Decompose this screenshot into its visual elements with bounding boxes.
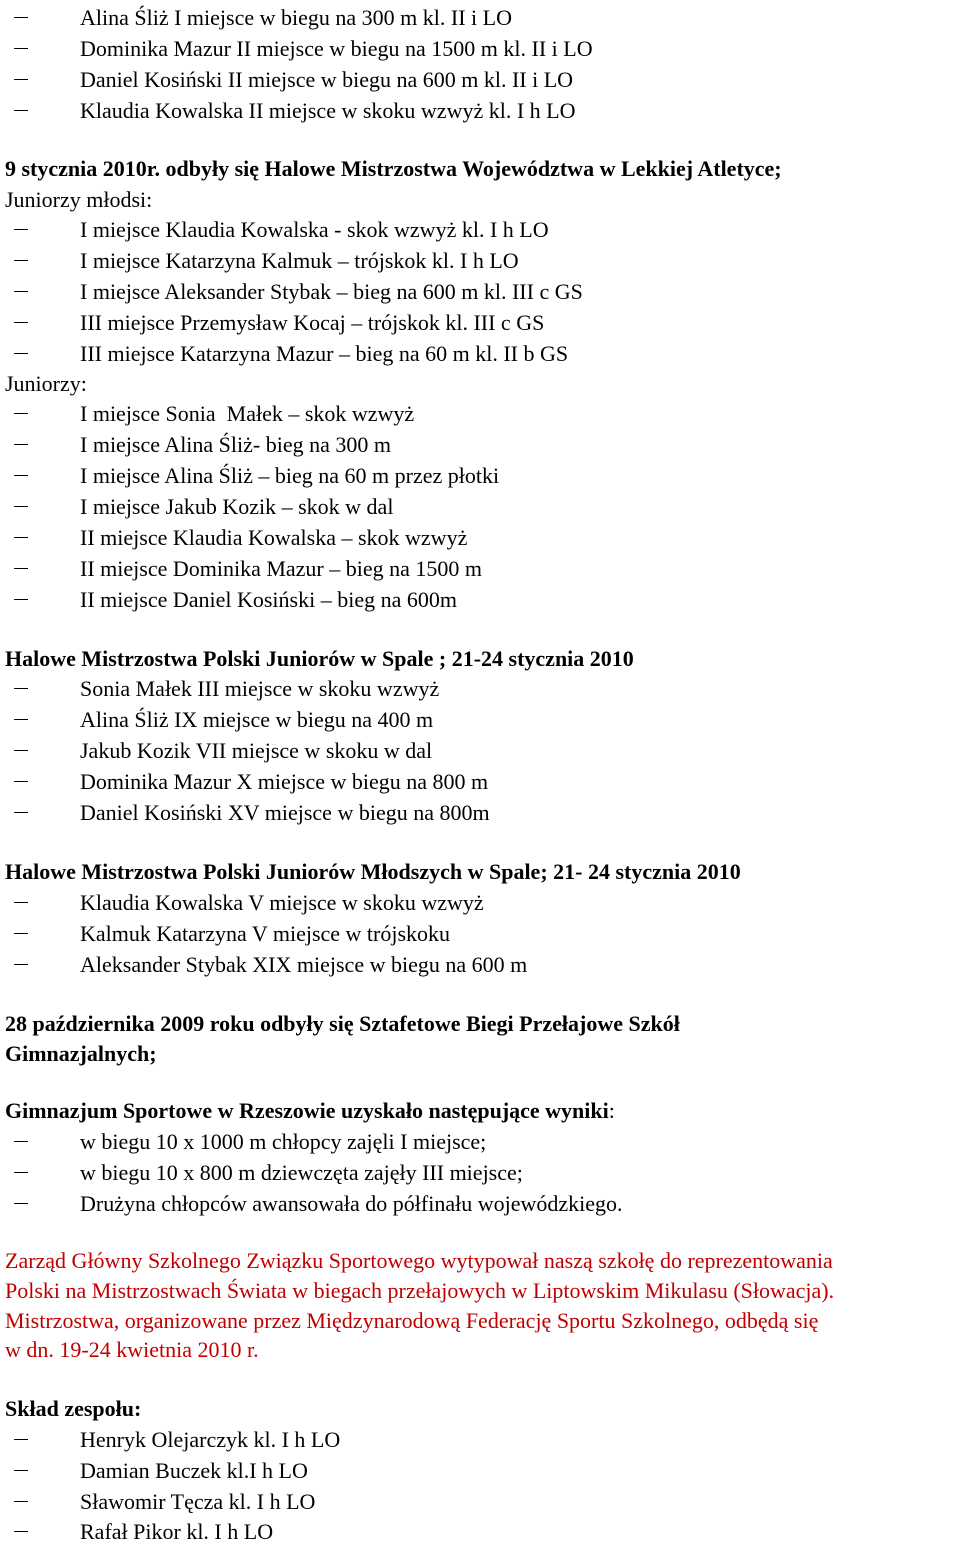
section-heading-sztafetowe-line2: Gimnazjalnych; (5, 1041, 157, 1066)
list-item: Dominika Mazur X miejsce w biegu na 800 m (0, 766, 960, 797)
section-heading-polski-juniorow-mlodszych: Halowe Mistrzostwa Polski Juniorów Młodszych w Spale; 21- 24 stycznia 2010 (5, 859, 741, 884)
list-item: Sonia Małek III miejsce w skoku wzwyż (0, 673, 960, 704)
dash-bullet-icon (14, 413, 28, 414)
list-item: I miejsce Alina Śliż- bieg na 300 m (0, 429, 960, 460)
list-item: Kalmuk Katarzyna V miejsce w trójskoku (0, 918, 960, 949)
dash-bullet-icon (14, 229, 28, 230)
section-heading-sztafetowe-line1: 28 października 2009 roku odbyły się Sztafetowe Biegi Przełajowe Szkół (5, 1011, 680, 1036)
dash-bullet-icon (14, 353, 28, 354)
dash-bullet-icon (14, 1531, 28, 1532)
dash-bullet-icon (14, 964, 28, 965)
dash-bullet-icon (14, 322, 28, 323)
list-item: III miejsce Katarzyna Mazur – bieg na 60 m kl. II b GS (0, 338, 960, 369)
dash-bullet-icon (14, 933, 28, 934)
dash-bullet-icon (14, 1470, 28, 1471)
dash-bullet-icon (14, 475, 28, 476)
dash-bullet-icon (14, 750, 28, 751)
team-heading: Skład zespołu: (5, 1396, 142, 1421)
dash-bullet-icon (14, 719, 28, 720)
team-member: Rafał Pikor kl. I h LO (0, 1516, 960, 1547)
team-member: Henryk Olejarczyk kl. I h LO (0, 1424, 960, 1455)
list-item: I miejsce Sonia Małek – skok wzwyż (0, 398, 960, 429)
heading-text: odbyły się Halowe Mistrzostwa Województwa w Lekkiej Atletyce; (160, 156, 782, 181)
dash-bullet-icon (14, 568, 28, 569)
list-item: Alina Śliż IX miejsce w biegu na 400 m (0, 704, 960, 735)
list-item: w biegu 10 x 1000 m chłopcy zajęli I miejsce; (0, 1126, 960, 1157)
dash-bullet-icon (14, 506, 28, 507)
list-item: Jakub Kozik VII miejsce w skoku w dal (0, 735, 960, 766)
list-item: Dominika Mazur II miejsce w biegu na 1500 m kl. II i LO (0, 33, 960, 64)
group-label-juniors: Juniorzy: (5, 371, 87, 396)
list-item: I miejsce Aleksander Stybak – bieg na 600 m kl. III c GS (0, 276, 960, 307)
list-item: Klaudia Kowalska II miejsce w skoku wzwyż kl. I h LO (0, 95, 960, 126)
dash-bullet-icon (14, 444, 28, 445)
dash-bullet-icon (14, 688, 28, 689)
announcement-line: Polski na Mistrzostwach Świata w biegach przełajowych w Liptowskim Mikulasu (Słowacja). (5, 1278, 835, 1303)
team-member: Damian Buczek kl.I h LO (0, 1455, 960, 1486)
team-member: Sławomir Tęcza kl. I h LO (0, 1486, 960, 1517)
heading-date: 9 stycznia 2010r. (5, 156, 161, 181)
dash-bullet-icon (14, 110, 28, 111)
dash-bullet-icon (14, 17, 28, 18)
dash-bullet-icon (14, 812, 28, 813)
dash-bullet-icon (14, 1439, 28, 1440)
dash-bullet-icon (14, 79, 28, 80)
list-item: I miejsce Klaudia Kowalska - skok wzwyż kl. I h LO (0, 214, 960, 245)
section-heading-polski-juniorow: Halowe Mistrzostwa Polski Juniorów w Spale ; 21-24 stycznia 2010 (5, 646, 634, 671)
list-item: Daniel Kosiński XV miejsce w biegu na 800m (0, 797, 960, 828)
dash-bullet-icon (14, 781, 28, 782)
list-item: Daniel Kosiński II miejsce w biegu na 600 m kl. II i LO (0, 64, 960, 95)
dash-bullet-icon (14, 260, 28, 261)
list-item: II miejsce Daniel Kosiński – bieg na 600m (0, 584, 960, 615)
list-item: Drużyna chłopców awansowała do półfinału wojewódzkiego. (0, 1188, 960, 1219)
list-item: Alina Śliż I miejsce w biegu na 300 m kl. II i LO (0, 2, 960, 33)
group-label-juniors-young: Juniorzy młodsi: (5, 187, 153, 212)
dash-bullet-icon (14, 291, 28, 292)
list-item: Klaudia Kowalska V miejsce w skoku wzwyż (0, 887, 960, 918)
list-item: III miejsce Przemysław Kocaj – trójskok kl. III c GS (0, 307, 960, 338)
list-item: I miejsce Alina Śliż – bieg na 60 m przez płotki (0, 460, 960, 491)
list-item: II miejsce Klaudia Kowalska – skok wzwyż (0, 522, 960, 553)
announcement-line: w dn. 19-24 kwietnia 2010 r. (5, 1337, 259, 1362)
list-item: I miejsce Jakub Kozik – skok w dal (0, 491, 960, 522)
announcement-line: Mistrzostwa, organizowane przez Międzynarodową Federację Sportu Szkolnego, odbędą się (5, 1308, 819, 1333)
dash-bullet-icon (14, 48, 28, 49)
list-item: II miejsce Dominika Mazur – bieg na 1500 m (0, 553, 960, 584)
announcement-line: Zarząd Główny Szkolnego Związku Sportowego wytypował naszą szkołę do reprezentowania (5, 1248, 833, 1273)
dash-bullet-icon (14, 1501, 28, 1502)
dash-bullet-icon (14, 902, 28, 903)
section-heading-halowe-wojewodztwa (0, 153, 960, 184)
dash-bullet-icon (14, 1172, 28, 1173)
list-item: I miejsce Katarzyna Kalmuk – trójskok kl. I h LO (0, 245, 960, 276)
results-heading: Gimnazjum Sportowe w Rzeszowie uzyskało następujące wyniki: (5, 1098, 615, 1123)
list-item: Aleksander Stybak XIX miejsce w biegu na 600 m (0, 949, 960, 980)
list-item: w biegu 10 x 800 m dziewczęta zajęły III miejsce; (0, 1157, 960, 1188)
dash-bullet-icon (14, 1141, 28, 1142)
dash-bullet-icon (14, 1203, 28, 1204)
dash-bullet-icon (14, 599, 28, 600)
dash-bullet-icon (14, 537, 28, 538)
